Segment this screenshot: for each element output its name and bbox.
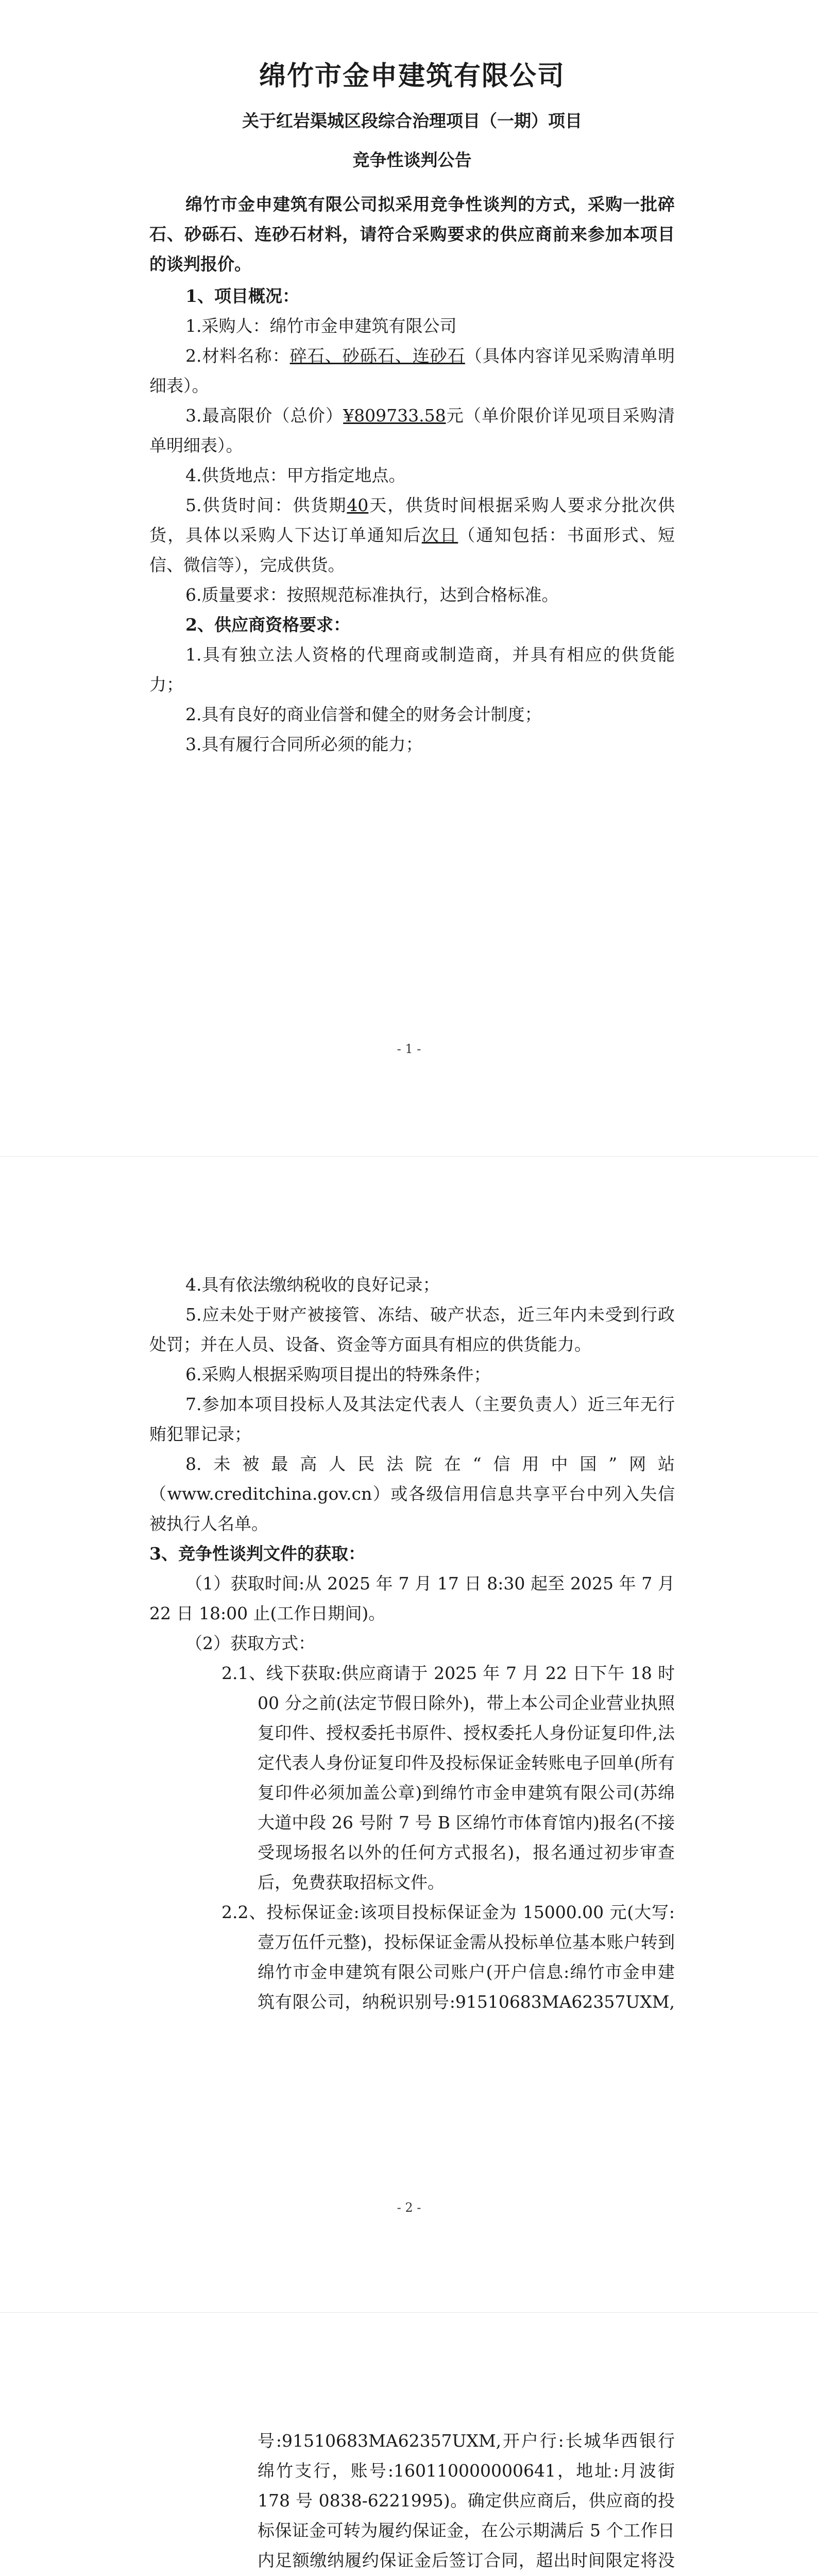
s1-item-5-a: 5.供货时间：供货期 [185, 495, 347, 515]
page-1 [0, 0, 818, 1156]
s1-item-1: 1.采购人：绵竹市金申建筑有限公司 [185, 316, 457, 336]
page-number-1: - 1 - [397, 1042, 421, 1056]
s1-item-5 [149, 490, 675, 580]
page-2-content [149, 1270, 675, 2017]
s3-item-2: （2）获取方式： [185, 1633, 315, 1653]
s2-item-4: 4.具有依法缴纳税收的良好记录； [185, 1275, 440, 1295]
s1-item-2-pre: 2.材料名称： [185, 346, 290, 366]
s1-item-3-pre: 3.最高限价（总价） [185, 405, 344, 426]
s3-item-2-2: 2.2、投标保证金:该项目投标保证金为 15000.00 元(大写:壹万伍仟元整)，投标保证金需从投标单位基本账户转到绵竹市金申建筑有限公司账户(开户信息:绵竹市金申建筑有限公司，纳税识别号:91510683MA62357UXM, [221, 1902, 675, 2012]
page-1-content [149, 56, 675, 759]
s1-item-2-post: （具体内容详见采购清单明细表）。 [149, 346, 675, 396]
s2-item-6: 6.采购人根据采购项目提出的特殊条件； [185, 1364, 491, 1384]
s2-item-3: 3.具有履行合同所必须的能力； [185, 734, 423, 754]
s2-item-5: 5.应未处于财产被接管、冻结、破产状态，近三年内未受到行政处罚；并在人员、设备、资金等方面具有相应的供货能力。 [149, 1304, 675, 1354]
s3-item-2-2-tail: 号:91510683MA62357UXM,开户行:长城华西银行绵竹支行，账号:160110000000641，地址:月波街 178 号 0838-6221995)。确定供应商后，供应商的投标保证金可转为履约保证金，在公示期满后 5 个工作日内足额缴纳履约保证金后签订合同，超出时间限定将没 [258, 2431, 675, 2570]
s3-heading: 3、竞争性谈判文件的获取： [149, 1544, 365, 1564]
page-2 [0, 1156, 818, 2312]
page-number-2: - 2 - [397, 2200, 421, 2215]
intro-post: 材料，请符合采购要求的供应商前来参加本项目的谈判报价。 [149, 224, 675, 274]
intro-materials: 碎石、砂砾石、连砂石 [149, 194, 675, 244]
s1-heading: 1、项目概况： [185, 286, 299, 306]
s2-item-8: 8.未被最高人民法院在“信用中国”网站（www.creditchina.gov.cn）或各级信用信息共享平台中列入失信被执行人名单。 [149, 1454, 675, 1534]
project-title: 关于红岩渠城区段综合治理项目（一期）项目 [242, 111, 582, 131]
intro-pre: 绵竹市金申建筑有限公司拟采用竞争性谈判的方式，采购一批 [185, 194, 658, 214]
s2-item-7: 7.参加本项目投标人及其法定代表人（主要负责人）近三年无行贿犯罪记录； [149, 1394, 675, 1444]
s1-item-5-days: 40 [347, 495, 369, 515]
doc-type: 竞争性谈判公告 [352, 150, 472, 170]
page-3-content [149, 2426, 675, 2576]
s2-item-2: 2.具有良好的商业信誉和健全的财务会计制度； [185, 704, 542, 724]
s1-item-2-materials: 碎石、砂砾石、连砂石 [289, 346, 465, 366]
page-3 [0, 2312, 818, 2576]
s1-item-3-price: ¥809733.58 [343, 405, 446, 426]
s3-item-2-1: 2.1、线下获取:供应商请于 2025 年 7 月 22 日下午 18 时 00 分之前(法定节假日除外)，带上本公司企业营业执照复印件、授权委托书原件、授权委托人身份证复印件,法定代表人身份证复印件及投标保证金转账电子回单(所有复印件必须加盖公章)到绵竹市金申建筑有限公司(苏绵大道中段 26 号附 7 号 B 区绵竹市体育馆内)报名(不接受现场报名以外的任何方式报名)，报名通过初步审查后，免费获取招标文件。 [221, 1663, 675, 1892]
s1-item-4: 4.供货地点：甲方指定地点。 [185, 465, 406, 485]
s1-item-6: 6.质量要求：按照规范标准执行，达到合格标准。 [185, 585, 559, 605]
s1-item-2 [149, 341, 675, 401]
s1-item-5-c: （通知包括：书面形式、短信、微信等），完成供货。 [149, 525, 675, 575]
intro-paragraph [149, 190, 675, 279]
s1-item-5-next: 次日 [421, 525, 458, 545]
s3-item-2-2-continued [149, 2426, 675, 2576]
s3-item-1: （1）获取时间:从 2025 年 7 月 17 日 8:30 起至 2025 年 7 月 22 日 18:00 止(工作日期间)。 [149, 1573, 675, 1623]
s2-heading: 2、供应商资格要求： [185, 615, 350, 635]
s1-item-5-b: 天，供货时间根据采购人要求分批次供货，具体以采购人下达订单通知后 [149, 495, 675, 545]
s2-item-1: 1.具有独立法人资格的代理商或制造商，并具有相应的供货能力； [149, 645, 675, 694]
s1-item-3-post: 元（单价限价详见项目采购清单明细表）。 [149, 405, 675, 455]
s1-item-3 [149, 401, 675, 461]
company-title: 绵竹市金申建筑有限公司 [259, 60, 565, 92]
